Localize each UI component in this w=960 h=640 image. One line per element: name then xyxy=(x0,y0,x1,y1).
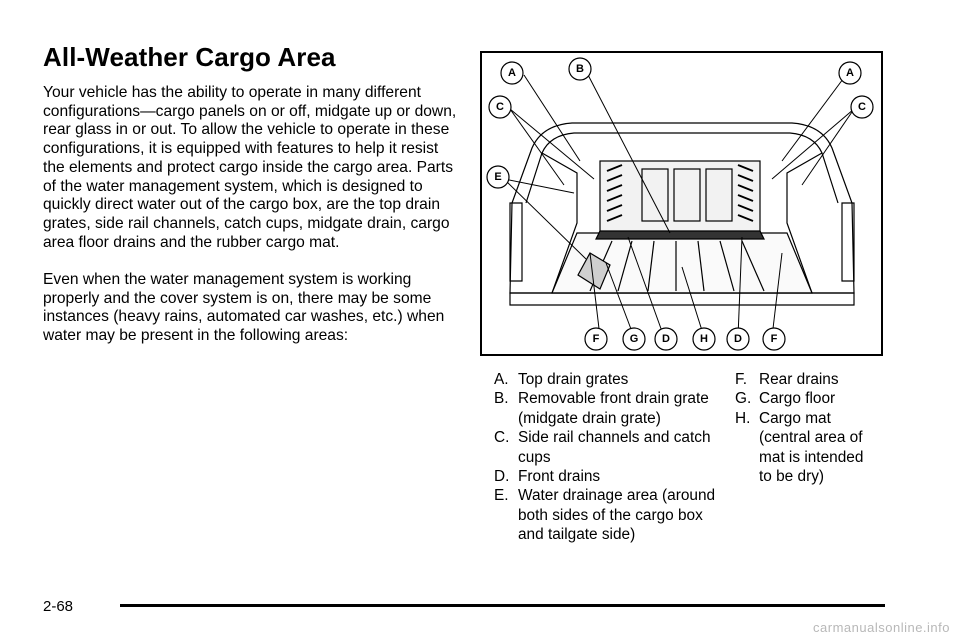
legend-item xyxy=(735,389,880,408)
cargo-area-illustration xyxy=(480,51,883,356)
legend-text: Removable front drain grate (midgate drain grate) xyxy=(518,390,709,427)
watermark: carmanualsonline.info xyxy=(813,620,950,635)
callout-label: D xyxy=(662,333,670,345)
legend-item xyxy=(494,467,722,486)
callout-label: B xyxy=(576,63,584,75)
callout-label: F xyxy=(592,333,600,345)
callout-label: F xyxy=(770,333,778,345)
legend-key: G. xyxy=(735,390,752,408)
callout-label: D xyxy=(734,333,742,345)
front-drain-grate xyxy=(596,231,764,239)
legend-text: Top drain grates xyxy=(518,371,629,388)
legend-key: B. xyxy=(494,390,509,408)
cargo-box-drawing xyxy=(482,53,881,354)
legend-text: Front drains xyxy=(518,468,601,486)
footer-rule xyxy=(120,604,885,607)
legend-key: H. xyxy=(735,409,751,427)
midgate-wall xyxy=(600,161,760,233)
legend-key: A. xyxy=(494,371,509,388)
figure-legend-left xyxy=(494,370,722,545)
callout-label: C xyxy=(496,101,504,113)
legend-item xyxy=(735,409,880,487)
callout-label: C xyxy=(858,101,866,113)
intro-paragraph: Your vehicle has the ability to operate in many different configurations—cargo panels on or off, midgate up or down, rear glass in or out. To allow the vehicle to operate in these configurations, it is equipped with features to help it resist the elements and protect cargo inside the cargo area. Parts of the water management system, which is designed to quickly direct water out of the cargo box, are the top drain grates, side rail channels, catch cups, midgate drain, cargo area floor drains and the rubber cargo mat. xyxy=(43,84,457,251)
legend-text: Water drainage area (around both sides of the cargo box and tailgate side) xyxy=(518,487,716,544)
legend-key: E. xyxy=(494,487,509,505)
page-number: 2-68 xyxy=(43,598,74,615)
legend-item xyxy=(494,428,722,467)
callout-label: A xyxy=(846,67,854,79)
legend-text: Cargo floor xyxy=(759,390,836,408)
legend-item xyxy=(494,486,722,544)
legend-text: Rear drains xyxy=(759,371,839,388)
legend-item xyxy=(494,389,722,428)
callout-label: G xyxy=(629,333,639,345)
legend-text: Side rail channels and catch cups xyxy=(518,429,711,466)
figure-legend-right xyxy=(735,370,880,486)
legend-item xyxy=(494,370,722,389)
legend-item xyxy=(735,370,880,389)
legend-key: F. xyxy=(735,371,747,388)
legend-key: C. xyxy=(494,429,510,447)
callout-label: H xyxy=(700,333,708,345)
legend-key: D. xyxy=(494,468,510,486)
legend-text: Cargo mat (central area of mat is intended to be dry) xyxy=(759,409,864,486)
callout-label: A xyxy=(508,67,516,79)
section-title: All-Weather Cargo Area xyxy=(43,42,336,72)
callout-label: E xyxy=(494,171,502,183)
water-areas-paragraph: Even when the water management system is working properly and the cover system is on, there may be some instances (heavy rains, automated car washes, etc.) when water may be present in the following areas: xyxy=(43,271,445,345)
tailgate-edge xyxy=(510,293,854,305)
